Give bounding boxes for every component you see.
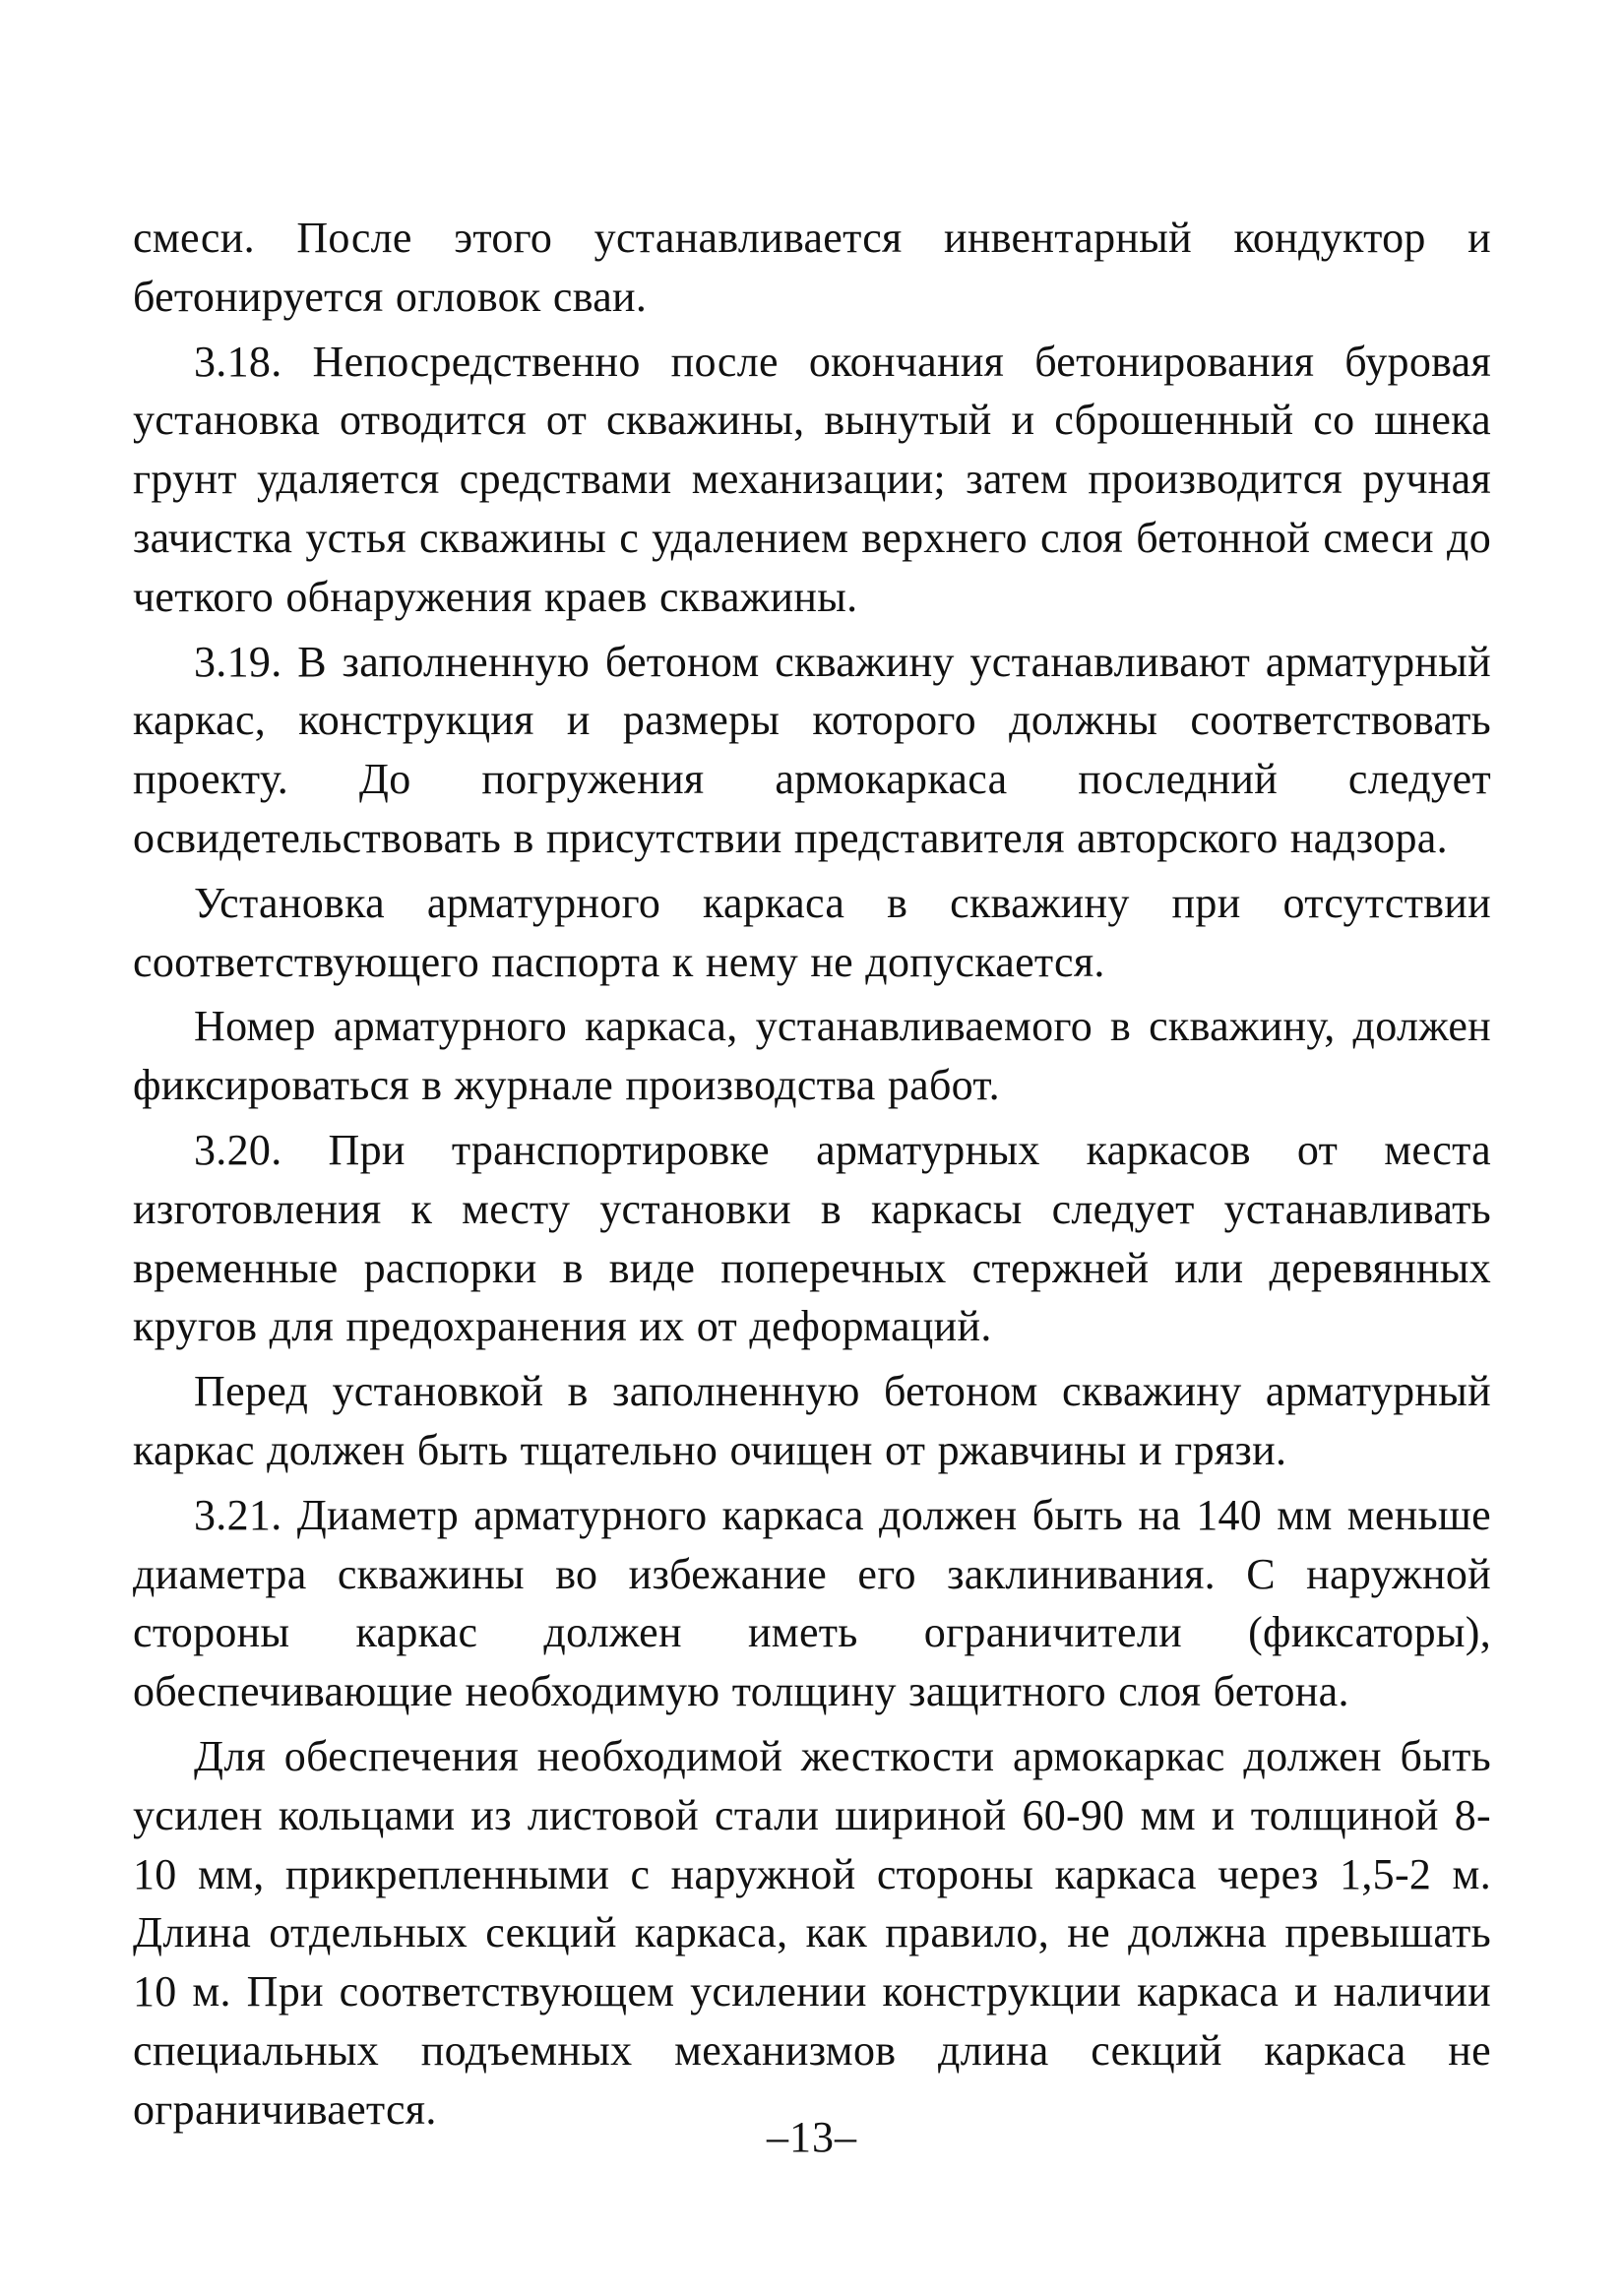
paragraph-continuation: смеси. После этого устанавливается инвентарный кондуктор и бетонируется огловок сваи. [133, 214, 1491, 321]
paragraph-cage-number: Номер арматурного каркаса, устанавливаемого в скважину, должен фиксироваться в журнале производства работ. [133, 1002, 1491, 1110]
document-body [133, 209, 1491, 2145]
paragraph-passport-requirement: Установка арматурного каркаса в скважину при отсутствии соответствующего паспорта к нему не допускается. [133, 878, 1491, 986]
paragraph-3-19: 3.19. В заполненную бетоном скважину устанавливают арматурный каркас, конструкция и размеры которого должны соответствовать проекту. До погружения армокаркаса последний следует освидетельствовать в присутствии представителя авторского надзора. [133, 637, 1491, 862]
paragraph-cleaning: Перед установкой в заполненную бетоном скважину арматурный каркас должен быть тщательно очищен от ржавчины и грязи. [133, 1367, 1491, 1474]
page-number: –13– [767, 2113, 857, 2161]
paragraph-3-20: 3.20. При транспортировке арматурных каркасов от места изготовления к месту установки в каркасы следует устанавливать временные распорки в виде поперечных стержней или деревянных кругов для предохранения их от деформаций. [133, 1125, 1491, 1351]
paragraph-3-18: 3.18. Непосредственно после окончания бетонирования буровая установка отводится от скважины, вынутый и сброшенный со шнека грунт удаляется средствами механизации; затем производится ручная зачистка устья скважины с удалением верхнего слоя бетонной смеси до четкого обнаружения краев скважины. [133, 337, 1491, 621]
paragraph-3-21: 3.21. Диаметр арматурного каркаса должен быть на 140 мм меньше диаметра скважины во избежание его заклинивания. С наружной стороны каркас должен иметь ограничители (фиксаторы), обеспечивающие необходимую толщину защитного слоя бетона. [133, 1490, 1491, 1716]
paragraph-rigidity: Для обеспечения необходимой жесткости армокаркас должен быть усилен кольцами из листовой стали шириной 60-90 мм и толщиной 8-10 мм, прикрепленными с наружной стороны каркаса через 1,5-2 м. Длина отдельных секций каркаса, как правило, не должна превышать 10 м. При соответствующем усилении конструкции каркаса и наличии специальных подъемных механизмов длина секций каркаса не ограничивается. [133, 1731, 1491, 2134]
